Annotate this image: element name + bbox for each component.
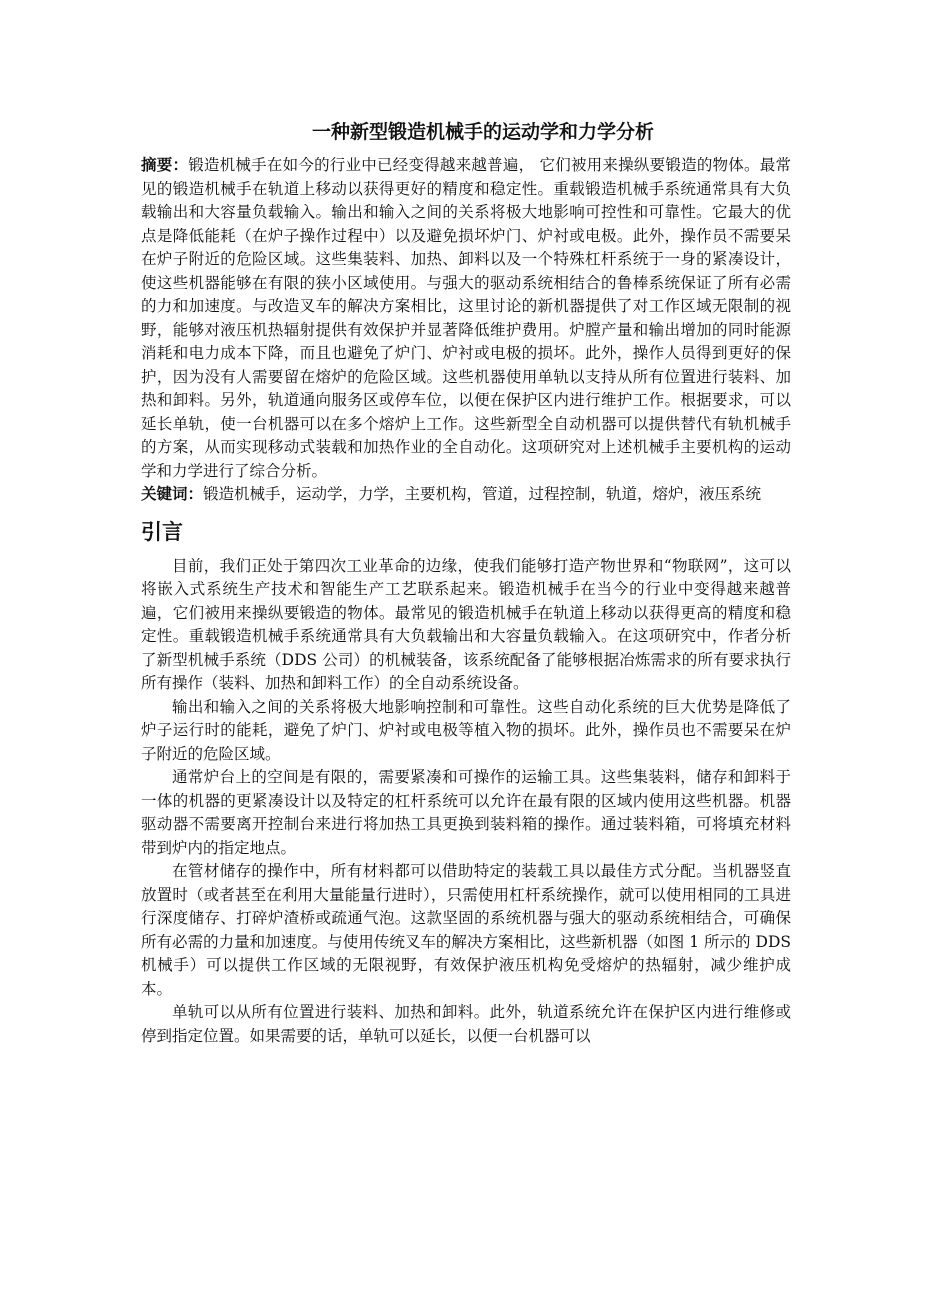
abstract-label: 摘要： — [141, 156, 189, 174]
intro-paragraph-4: 在管材储存的操作中，所有材料都可以借助特定的装载工具以最佳方式分配。当机器竖直放置时（或者甚至在利用大量能量行进时），只需使用杠杆系统操作，就可以使用相同的工具进行深度储存、打碎炉渣桥或疏通气泡。这款坚固的系统机器与强大的驱动系统相结合，可确保所有必需的力量和加速度。与使用传统叉车的解决方案相比，这些新机器（如图 1 所示的 DDS 机械手）可以提供工作区域的无限视野，有效保护液压机构免受熔炉的热辐射，减少维护成本。 — [141, 862, 791, 998]
intro-paragraph-3: 通常炉台上的空间是有限的，需要紧凑和可操作的运输工具。这些集装料，储存和卸料于一体的机器的更紧凑设计以及特定的杠杆系统可以允许在最有限的区域内使用这些机器。机器驱动器不需要离开控制台来进行将加热工具更换到装料箱的操作。通过装料箱，可将填充材料带到炉内的指定地点。 — [141, 768, 791, 857]
section-heading-introduction: 引言 — [141, 519, 183, 544]
abstract — [141, 154, 791, 483]
document-page — [141, 118, 791, 1048]
intro-paragraph-5: 单轨可以从所有位置进行装料、加热和卸料。此外，轨道系统允许在保护区内进行维修或停到指定位置。如果需要的话，单轨可以延长，以便一台机器可以 — [141, 1003, 791, 1045]
keywords-text: 锻造机械手，运动学，力学，主要机构，管道，过程控制，轨道，熔炉，液压系统 — [203, 485, 762, 503]
paper-title: 一种新型锻造机械手的运动学和力学分析 — [311, 121, 654, 143]
keywords-label: 关键词： — [141, 485, 204, 503]
abstract-text: 锻造机械手在如今的行业中已经变得越来越普遍， 它们被用来操纵要锻造的物体。最常见的锻造机械手在轨道上移动以获得更好的精度和稳定性。重载锻造机械手系统通常具有大负载输出和大容量负载输入。输出和输入之间的关系将极大地影响可控性和可靠性。它最大的优点是降低能耗（在炉子操作过程中）以及避免损坏炉门、炉衬或电极。此外，操作员不需要呆在炉子附近的危险区域。这些集装料、加热、卸料以及一个特殊杠杆系统于一身的紧凑设计，使这些机器能够在有限的狭小区域使用。与强大的驱动系统相结合的鲁棒系统保证了所有必需的力和加速度。与改造叉车的解决方案相比，这里讨论的新机器提供了对工作区域无限制的视野，能够对液压机热辐射提供有效保护并显著降低维护费用。炉膛产量和输出增加的同时能源消耗和电力成本下降，而且也避免了炉门、炉衬或电极的损坏。此外，操作人员得到更好的保护，因为没有人需要留在熔炉的危险区域。这些机器使用单轨以支持从所有位置进行装料、加热和卸料。另外，轨道通向服务区或停车位，以便在保护区内进行维护工作。根据要求，可以延长单轨，使一台机器可以在多个熔炉上工作。这些新型全自动机器可以提供替代有轨机械手的方案，从而实现移动式装载和加热作业的全自动化。这项研究对上述机械手主要机构的运动学和力学进行了综合分析。 — [141, 156, 791, 480]
keywords — [141, 483, 791, 507]
intro-paragraph-2: 输出和输入之间的关系将极大地影响控制和可靠性。这些自动化系统的巨大优势是降低了炉子运行时的能耗，避免了炉门、炉衬或电极等植入物的损坏。此外，操作员也不需要呆在炉子附近的危险区域。 — [141, 697, 791, 763]
intro-paragraph-1: 目前，我们正处于第四次工业革命的边缘，使我们能够打造产物世界和“物联网”，这可以将嵌入式系统生产技术和智能生产工艺联系起来。锻造机械手在当今的行业中变得越来越普遍，它们被用来操纵要锻造的物体。最常见的锻造机械手在轨道上移动以获得更高的精度和稳定性。重载锻造机械手系统通常具有大负载输出和大容量负载输入。在这项研究中，作者分析了新型机械手系统（DDS 公司）的机械装备，该系统配备了能够根据冶炼需求的所有要求执行所有操作（装料、加热和卸料工作）的全自动系统设备。 — [141, 556, 791, 692]
